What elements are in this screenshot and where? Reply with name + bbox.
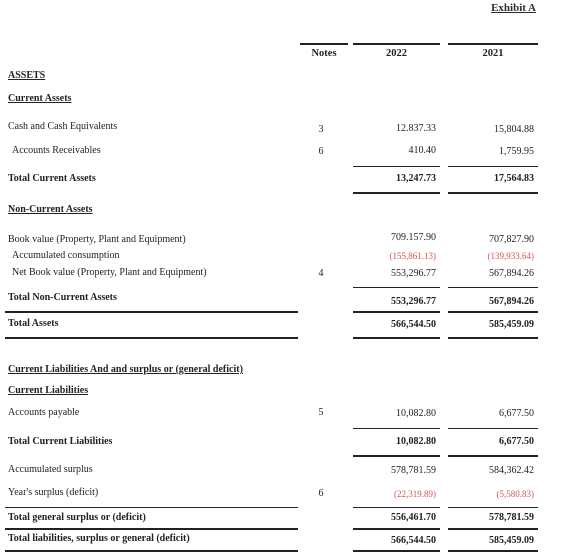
total-current-liab-2022: 10,082.80 (396, 436, 436, 447)
receivables-2022: 410.40 (408, 145, 436, 156)
accum-consumption-label: Accumulated consumption (12, 250, 120, 261)
dbl-rule-current-liab-2021 (448, 455, 538, 457)
accounts-payable-note: 5 (318, 407, 324, 418)
rule-total-liab-left (5, 528, 298, 530)
total-current-liab-label: Total Current Liabilities (8, 436, 113, 447)
total-non-current-label: Total Non-Current Assets (8, 292, 117, 303)
total-non-current-2021: 567,894.26 (489, 296, 534, 307)
rule-total-assets-2022 (353, 311, 440, 313)
total-non-current-2022: 553,296.77 (391, 296, 436, 307)
rule-general-surplus-2022 (353, 507, 440, 508)
cash-2022: 12.837.33 (396, 123, 436, 134)
current-assets-title: Current Assets (8, 93, 72, 104)
total-current-assets-label: Total Current Assets (8, 173, 96, 184)
rule-total-liab-2022 (353, 528, 440, 530)
total-current-liab-2021: 6,677.50 (499, 436, 534, 447)
years-surplus-2021: (5,580.83) (496, 489, 534, 499)
rule-total-assets-left (5, 311, 298, 313)
accum-surplus-2022: 578,781.59 (391, 465, 436, 476)
years-surplus-note: 6 (318, 488, 324, 499)
rule-current-liab-2021 (448, 428, 538, 429)
cash-note: 3 (318, 124, 324, 135)
year-2022-header: 2022 (386, 48, 407, 59)
accum-surplus-2021: 584,362.42 (489, 465, 534, 476)
current-liabilities-title: Current Liabilities (8, 385, 89, 396)
header-rule-2021 (448, 43, 538, 45)
book-value-label: Book value (Property, Plant and Equipment) (8, 234, 186, 245)
rule-general-surplus-left (5, 507, 298, 508)
rule-general-surplus-2021 (448, 507, 538, 508)
total-general-surplus-2021: 578,781.59 (489, 512, 534, 523)
accounts-payable-label: Accounts payable (8, 407, 80, 418)
receivables-2021: 1,759.95 (499, 146, 534, 157)
net-book-value-2022: 553,296.77 (391, 268, 436, 279)
non-current-assets-title: Non-Current Assets (8, 204, 93, 215)
accum-consumption-2021: (139,933.64) (487, 251, 534, 261)
rule-non-current-2022 (353, 287, 440, 288)
total-general-surplus-label: Total general surplus or (deficit) (8, 512, 146, 523)
assets-title: ASSETS (8, 70, 46, 81)
dbl-rule-current-assets-2021 (448, 192, 538, 194)
book-value-2021: 707,827.90 (489, 234, 534, 245)
book-value-2022: 709.157.90 (391, 232, 436, 243)
rule-total-assets-bottom-2021 (448, 337, 538, 339)
total-liabilities-2021: 585,459.09 (489, 535, 534, 546)
dbl-rule-current-assets-2022 (353, 192, 440, 194)
net-book-value-note: 4 (318, 268, 324, 279)
rule-total-liab-bottom-left (5, 550, 298, 552)
rule-non-current-2021 (448, 287, 538, 288)
rule-current-liab-2022 (353, 428, 440, 429)
rule-current-assets-2022 (353, 166, 440, 167)
total-current-assets-2021: 17,564.83 (494, 173, 534, 184)
rule-total-liab-2021 (448, 528, 538, 530)
receivables-label: Accounts Receivables (12, 145, 101, 156)
years-surplus-label: Year's surplus (deficit) (8, 487, 99, 498)
total-current-assets-2022: 13,247.73 (396, 173, 436, 184)
accounts-payable-2021: 6,677.50 (499, 408, 534, 419)
rule-current-assets-2021 (448, 166, 538, 167)
exhibit-label: Exhibit A (491, 2, 536, 14)
total-assets-label: Total Assets (8, 318, 59, 329)
rule-total-assets-2021 (448, 311, 538, 313)
year-2021-header: 2021 (482, 48, 504, 59)
net-book-value-2021: 567,894.26 (489, 268, 534, 279)
accum-surplus-label: Accumulated surplus (8, 464, 93, 475)
dbl-rule-current-liab-2022 (353, 455, 440, 457)
accum-consumption-2022: (155,861.13) (389, 251, 436, 261)
header-rule-notes (300, 43, 348, 45)
total-liabilities-label: Total liabilities, surplus or general (deficit) (8, 533, 190, 544)
net-book-value-label: Net Book value (Property, Plant and Equipment) (12, 267, 207, 278)
total-assets-2021: 585,459.09 (489, 319, 534, 330)
rule-total-liab-bottom-2022 (353, 550, 440, 552)
header-rule-2022 (353, 43, 440, 45)
total-general-surplus-2022: 556,461.70 (391, 512, 436, 523)
liabilities-section-title: Current Liabilities And and surplus or (general deficit) (8, 364, 243, 375)
cash-label: Cash and Cash Equivalents (8, 121, 118, 132)
total-assets-2022: 566,544.50 (391, 319, 436, 330)
rule-total-assets-bottom-left (5, 337, 298, 339)
rule-total-assets-bottom-2022 (353, 337, 440, 339)
total-liabilities-2022: 566,544.50 (391, 535, 436, 546)
receivables-note: 6 (318, 146, 324, 157)
rule-total-liab-bottom-2021 (448, 550, 538, 552)
years-surplus-2022: (22,319.89) (394, 489, 436, 499)
accounts-payable-2022: 10,082.80 (396, 408, 436, 419)
notes-header: Notes (311, 48, 337, 59)
cash-2021: 15,804.88 (494, 124, 534, 135)
